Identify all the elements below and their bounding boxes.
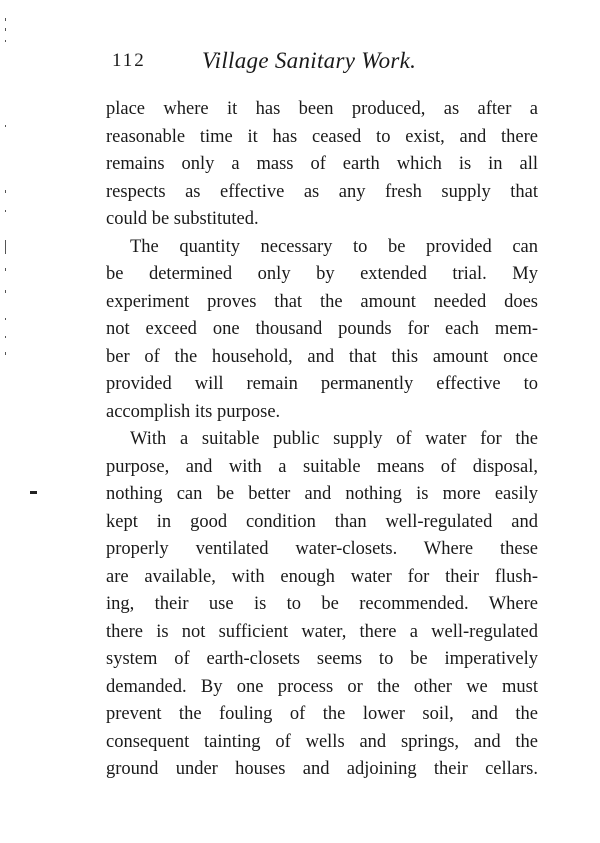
margin-speck: [5, 125, 6, 127]
text-line: ground under houses and adjoining their cellars.: [106, 759, 538, 779]
margin-speck: [5, 210, 6, 212]
text-line: nothing can be better and nothing is more easily: [106, 484, 538, 504]
text-line: system of earth-closets seems to be imperatively: [106, 649, 538, 669]
text-line: respects as effective as any fresh supply that: [106, 181, 538, 202]
text-line: there is not sufficient water, there a well-regulated: [106, 621, 538, 642]
text-line: experiment proves that the amount needed does: [106, 291, 538, 312]
text-line: prevent the fouling of the lower soil, and the: [106, 704, 538, 724]
margin-speck: [5, 190, 6, 193]
text-line: With a suitable public supply of water for the: [130, 429, 538, 449]
text-line: are available, with enough water for their flush-: [106, 566, 538, 587]
body-text: [106, 96, 538, 784]
margin-speck: [5, 336, 6, 338]
margin-speck: [5, 28, 6, 31]
text-line: remains only a mass of earth which is in all: [106, 154, 538, 174]
page-number: 112: [112, 50, 146, 71]
text-line: be determined only by extended trial. My: [106, 264, 538, 284]
margin-speck: [5, 18, 6, 21]
page-header: [104, 50, 540, 80]
margin-speck: [5, 268, 6, 271]
text-line: ber of the household, and that this amount once: [106, 346, 538, 367]
text-line: provided will remain permanently effective to: [106, 374, 538, 394]
margin-speck: [5, 318, 6, 320]
text-line: accomplish its purpose.: [106, 401, 281, 422]
margin-dash: [30, 491, 37, 494]
text-line: The quantity necessary to be provided can: [130, 236, 538, 257]
text-line: properly ventilated water-closets. Where these: [106, 539, 538, 559]
text-line: could be substituted.: [106, 209, 259, 229]
text-line: demanded. By one process or the other we must: [106, 676, 538, 697]
running-title: Village Sanitary Work.: [202, 48, 417, 73]
text-line: place where it has been produced, as after a: [106, 99, 538, 119]
text-line: kept in good condition than well-regulated and: [106, 511, 538, 532]
margin-speck: [5, 290, 6, 293]
text-line: consequent tainting of wells and springs, and the: [106, 731, 538, 752]
margin-speck: [5, 40, 6, 42]
margin-speck: [5, 240, 6, 254]
text-line: reasonable time it has ceased to exist, and there: [106, 126, 538, 147]
text-line: not exceed one thousand pounds for each mem-: [106, 319, 538, 339]
text-line: purpose, and with a suitable means of disposal,: [106, 456, 538, 477]
text-line: ing, their use is to be recommended. Where: [106, 594, 538, 614]
margin-speck: [5, 352, 6, 355]
